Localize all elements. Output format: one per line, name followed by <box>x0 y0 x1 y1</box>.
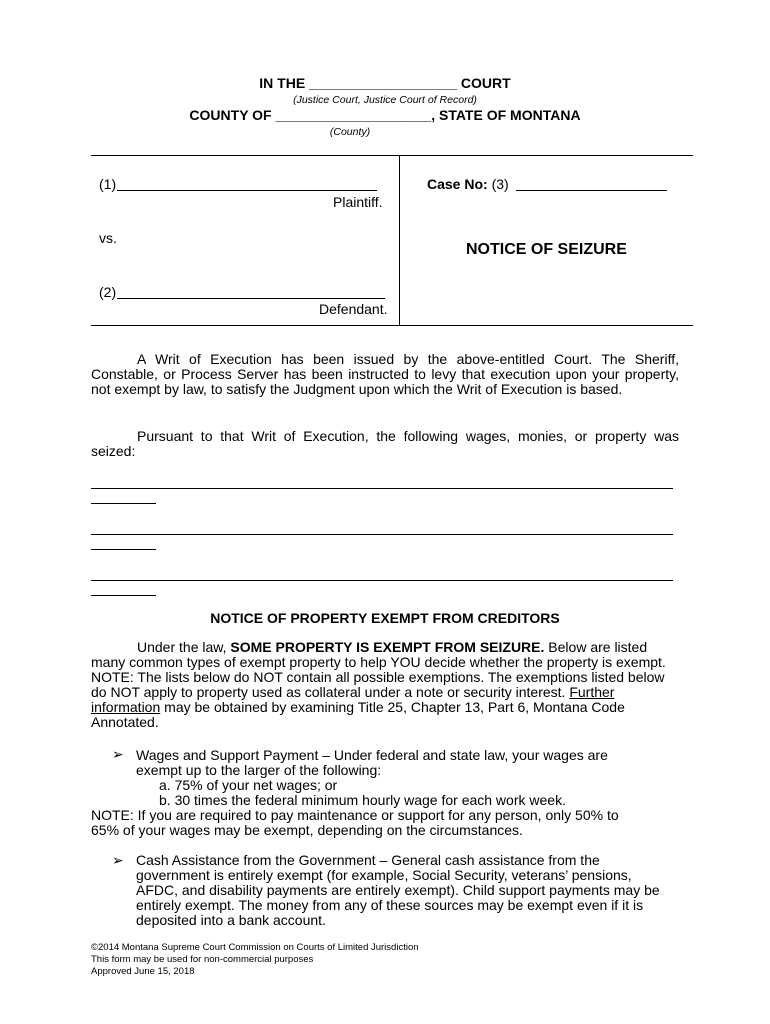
court-suffix: COURT <box>457 75 511 91</box>
plaintiff-label: Plaintiff. <box>333 194 383 210</box>
intro-bold: SOME PROPERTY IS EXEMPT FROM SEIZURE. <box>230 639 545 655</box>
footer-usage: This form may be used for non-commercial purposes <box>91 954 314 965</box>
case-number-blank <box>516 190 667 191</box>
case-number-label: Case No: <box>427 176 488 192</box>
case-number-field <box>427 176 509 192</box>
exemption-intro <box>91 640 676 730</box>
defendant-number: (2) <box>99 284 117 300</box>
footer-copyright: ©2014 Montana Supreme Court Commission on Courts of Limited Jurisdiction <box>91 942 419 953</box>
exemption-heading: NOTICE OF PROPERTY EXEMPT FROM CREDITORS <box>210 610 560 626</box>
court-name-blank: ___________________ <box>309 75 458 91</box>
county-subtitle: (County) <box>329 126 371 138</box>
seized-line-2-cont <box>91 549 156 550</box>
defendant-name-blank <box>117 298 385 299</box>
seizure-paragraph: Pursuant to that Writ of Execution, the following wages, monies, or property was seized: <box>91 428 679 459</box>
county-prefix: COUNTY OF <box>189 107 276 123</box>
wages-line-1: Wages and Support Payment – Under federal and state law, your wages are <box>136 747 608 763</box>
intro-pre: Under the law, <box>137 639 231 655</box>
wages-bullet-icon: ➢ <box>112 746 124 762</box>
court-subtitle: (Justice Court, Justice Court of Record) <box>293 94 477 106</box>
footer-approved-date: Approved June 15, 2018 <box>91 966 195 977</box>
county-blank: ____________________ <box>275 107 432 123</box>
seized-line-3 <box>91 580 673 581</box>
caption-bottom-rule <box>91 325 693 326</box>
intro-tail: may be obtained by examining Title 25, Chapter 13, Part 6, Montana Code Annotated. <box>91 699 625 730</box>
seized-line-1-cont <box>91 503 156 504</box>
cash-bullet-icon: ➢ <box>112 852 124 868</box>
wages-option-a: a. 75% of your net wages; or <box>159 777 338 793</box>
intro-post: Below are listed many common types of exempt property to help YOU decide whether the property is exempt. NOTE: The lists below do NOT contain all possible exemptions. The exemptions listed below do NOT apply to property used as collateral under a note or security interest. <box>91 639 666 700</box>
cash-assistance-paragraph: Cash Assistance from the Government – General cash assistance from the government is entirely exempt (for example, Social Security, veterans’ pensions, AFDC, and disability payments are entirely exempt). Child support payments may be entirely exempt. The money from any of these sources may be exempt even if it is deposited into a bank account. <box>136 852 660 928</box>
plaintiff-name-blank <box>117 190 377 191</box>
wages-option-b: b. 30 times the federal minimum hourly wage for each work week. <box>159 792 566 808</box>
further-information-link: Further information <box>91 684 615 715</box>
support-note-line-2: 65% of your wages may be exempt, depending on the circumstances. <box>91 822 523 838</box>
wages-line-2: exempt up to the larger of the following: <box>136 762 382 778</box>
writ-paragraph: A Writ of Execution has been issued by the above-entitled Court. The Sheriff, Constable, or Process Server has been instructed to levy that execution upon your property, not exempt by law, to satisfy the Judgment upon which the Writ of Execution is based. <box>91 351 679 397</box>
county-suffix: , STATE OF MONTANA <box>431 107 581 123</box>
court-title-line <box>0 75 770 91</box>
form-title: NOTICE OF SEIZURE <box>466 241 627 258</box>
court-prefix: IN THE <box>259 75 310 91</box>
versus-label: vs. <box>99 230 117 246</box>
seized-line-2 <box>91 534 673 535</box>
caption-top-rule <box>91 155 693 156</box>
defendant-label: Defendant. <box>319 301 388 317</box>
county-line <box>0 107 770 123</box>
seized-line-1 <box>91 488 673 489</box>
seized-line-3-cont <box>91 595 156 596</box>
plaintiff-number: (1) <box>99 176 117 192</box>
support-note-line-1: NOTE: If you are required to pay maintenance or support for any person, only 50% to <box>91 807 619 823</box>
caption-divider <box>399 155 400 325</box>
case-number-index: (3) <box>491 176 509 192</box>
